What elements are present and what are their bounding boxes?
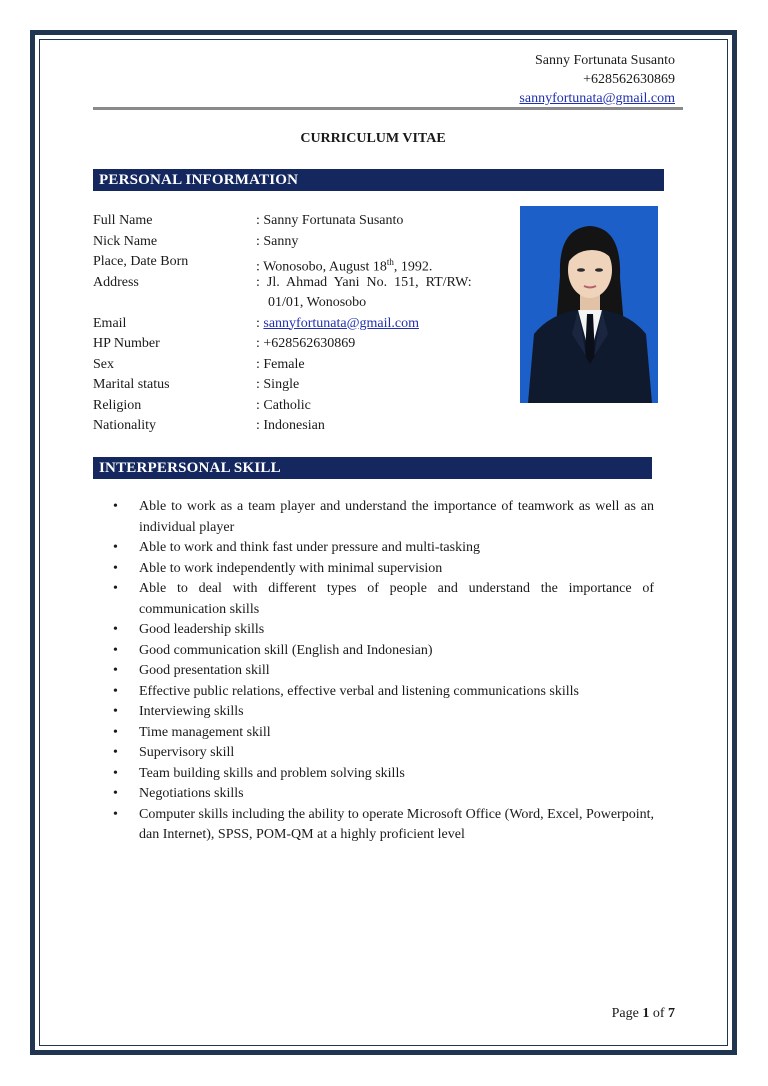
- list-item: [113, 620, 654, 641]
- list-item-text: Team building skills and problem solving skills: [139, 765, 405, 781]
- list-item-text: Time management skill: [139, 724, 271, 740]
- info-value-continued: 01/01, Wonosobo: [268, 295, 367, 310]
- bullet-icon: •: [113, 622, 118, 637]
- info-label: Sex: [93, 356, 114, 372]
- of-word: of: [652, 1006, 665, 1021]
- list-item-text: Good presentation skill: [139, 663, 270, 678]
- page-word: Page: [611, 1006, 639, 1021]
- list-item: [113, 579, 654, 620]
- list-item-text: Able to work as a team player and understand the importance of teamwork as well as an individual player: [139, 499, 654, 535]
- bullet-icon: •: [113, 663, 118, 678]
- bullet-icon: •: [113, 745, 118, 760]
- section-personal-information: PERSONAL INFORMATION: [93, 169, 664, 191]
- bullet-icon: •: [113, 724, 118, 740]
- info-value: : Catholic: [256, 397, 311, 413]
- list-item-text: Able to work and think fast under pressure and multi-tasking: [139, 540, 480, 555]
- info-value: [256, 314, 516, 335]
- list-item: [113, 641, 654, 662]
- bullet-icon: •: [113, 704, 118, 719]
- info-label: Address: [93, 274, 139, 290]
- list-item-text: Effective public relations, effective verbal and listening communications skills: [139, 683, 579, 699]
- list-item-text: Interviewing skills: [139, 704, 244, 719]
- info-label: Religion: [93, 397, 142, 413]
- info-label: Nationality: [93, 418, 156, 433]
- list-item-text: Good leadership skills: [139, 622, 265, 637]
- info-value: : Jl. Ahmad Yani No. 151, RT/RW:: [256, 274, 472, 290]
- list-item: [113, 723, 654, 744]
- info-value: : Single: [256, 377, 300, 392]
- email-link[interactable]: sannyfortunata@gmail.com: [263, 315, 419, 331]
- info-label: Email: [93, 315, 127, 331]
- list-item: [113, 661, 654, 682]
- header-name: Sanny Fortunata Susanto: [535, 53, 675, 68]
- bullet-icon: •: [113, 560, 118, 576]
- info-label: Place, Date Born: [93, 254, 189, 269]
- list-item: [113, 702, 654, 723]
- info-value: : +628562630869: [256, 336, 356, 351]
- info-label: Nick Name: [93, 233, 158, 249]
- birth-text: : Wonosobo, August 18: [256, 259, 387, 275]
- header-email-link[interactable]: sannyfortunata@gmail.com: [519, 91, 675, 106]
- list-item-text: Supervisory skill: [139, 745, 235, 760]
- list-item-text: Good communication skill (English and Indonesian): [139, 642, 433, 658]
- total-pages: 7: [668, 1006, 675, 1021]
- birth-year: , 1992.: [393, 259, 433, 275]
- list-item-text: Negotiations skills: [139, 786, 244, 801]
- interpersonal-skill-list: [113, 497, 654, 846]
- list-item-text: Able to deal with different types of people and understand the importance of communication skills: [139, 581, 654, 617]
- list-item-text: Able to work independently with minimal supervision: [139, 560, 443, 576]
- list-item: [113, 743, 654, 764]
- header-contact: [519, 51, 675, 108]
- bullet-icon: •: [113, 806, 118, 822]
- info-label: Marital status: [93, 377, 170, 392]
- birth-ordinal: th: [386, 257, 394, 267]
- list-item: [113, 538, 654, 559]
- header-divider: [93, 107, 683, 110]
- page-number: [612, 1006, 675, 1022]
- bullet-icon: •: [113, 581, 118, 596]
- list-item: [113, 805, 654, 846]
- email-colon: :: [256, 315, 264, 331]
- bullet-icon: •: [113, 540, 118, 555]
- list-item: [113, 682, 654, 703]
- info-value: : Sanny: [256, 233, 299, 249]
- profile-photo: [520, 206, 658, 403]
- info-value: : Female: [256, 356, 305, 372]
- list-item: [113, 784, 654, 805]
- list-item: [113, 559, 654, 580]
- info-label: HP Number: [93, 336, 160, 351]
- info-value: : Indonesian: [256, 418, 325, 433]
- info-value: : Sanny Fortunata Susanto: [256, 213, 404, 228]
- list-item: [113, 764, 654, 785]
- header-phone: +628562630869: [583, 72, 675, 87]
- bullet-icon: •: [113, 786, 118, 801]
- document-title: CURRICULUM VITAE: [300, 131, 446, 146]
- bullet-icon: •: [113, 683, 118, 699]
- info-label: Full Name: [93, 213, 153, 228]
- list-item: [113, 497, 654, 538]
- list-item-text: Computer skills including the ability to operate Microsoft Office (Word, Excel, Powerpoint, dan Internet), SPSS, POM-QM at a highly proficient level: [139, 806, 654, 842]
- current-page: 1: [642, 1006, 650, 1021]
- bullet-icon: •: [113, 499, 118, 514]
- profile-photo-illustration: [520, 206, 658, 403]
- bullet-icon: •: [113, 765, 118, 781]
- bullet-icon: •: [113, 642, 118, 658]
- section-interpersonal-skill: INTERPERSONAL SKILL: [93, 457, 652, 479]
